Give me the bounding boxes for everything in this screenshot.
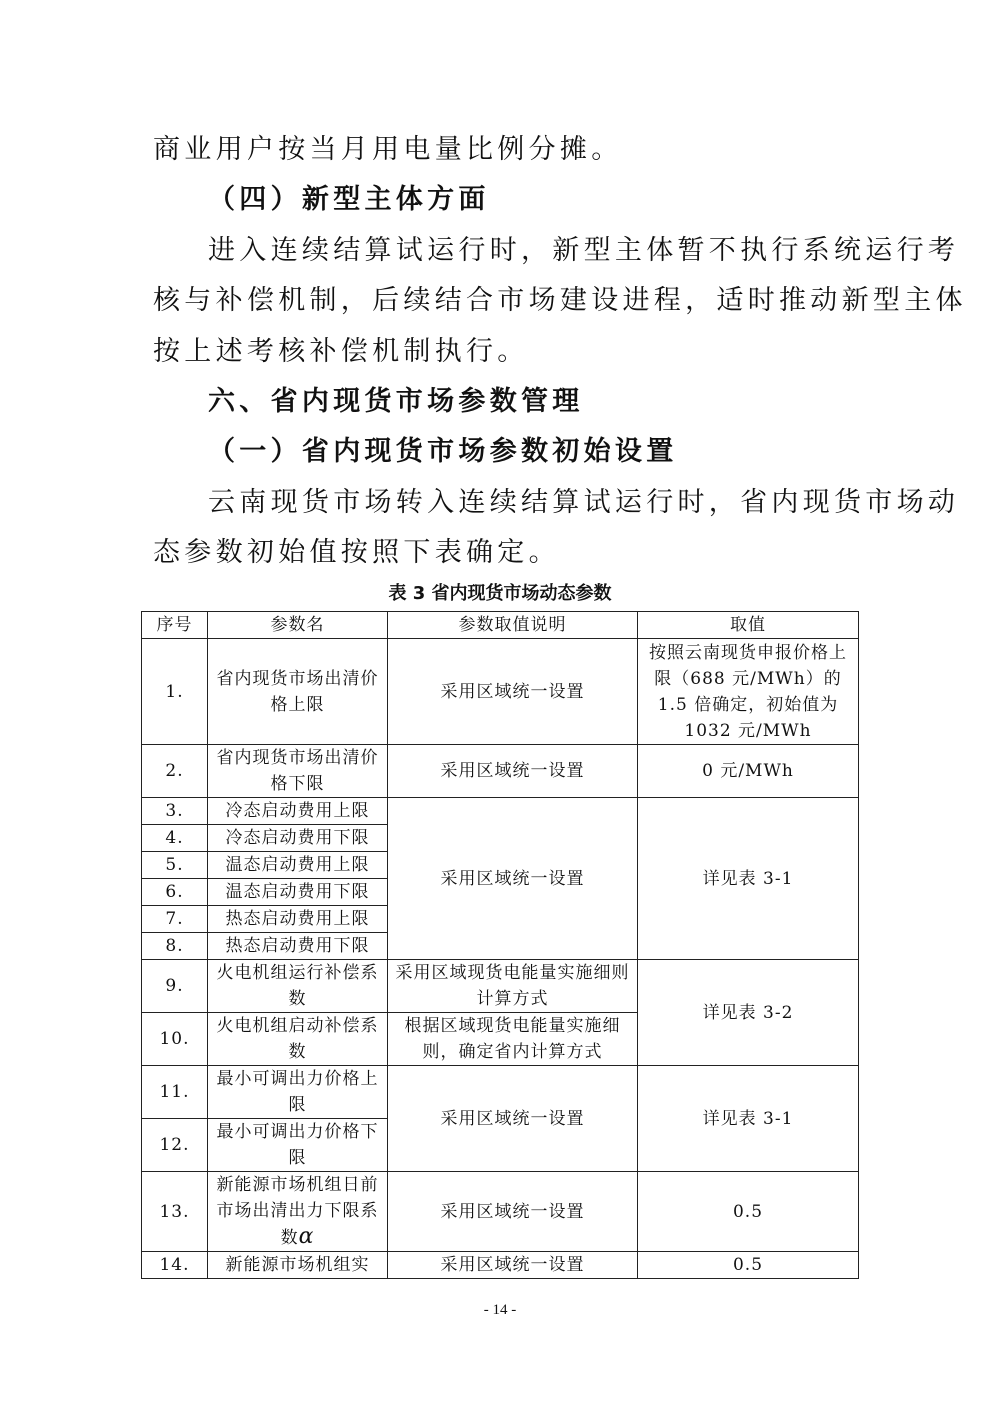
header-param-name: 参数名 [208, 612, 388, 639]
table-row [142, 639, 859, 745]
row-index: 2. [142, 745, 208, 798]
param-name: 省内现货市场出清价格下限 [208, 745, 388, 798]
table-row [142, 798, 859, 825]
param-value: 0 元/MWh [638, 745, 859, 798]
param-name: 热态启动费用上限 [208, 906, 388, 933]
section-heading: （四）新型主体方面 [208, 184, 490, 215]
table-row [142, 1066, 859, 1119]
param-name: 温态启动费用下限 [208, 879, 388, 906]
param-name: 最小可调出力价格上限 [208, 1066, 388, 1119]
header-value: 取值 [638, 612, 859, 639]
row-index: 8. [142, 933, 208, 960]
paragraph-line: 核与补偿机制，后续结合市场建设进程，适时推动新型主体 [153, 285, 967, 316]
table-header-row [142, 612, 859, 639]
param-name: 新能源市场机组实 [208, 1252, 388, 1279]
param-description: 采用区域现货电能量实施细则计算方式 [388, 960, 638, 1013]
param-name: 温态启动费用上限 [208, 852, 388, 879]
page-number: - 14 - [483, 1302, 517, 1318]
param-name-text: 新能源市场机组日前市场出清出力下限系数 [216, 1175, 379, 1248]
paragraph-line: 云南现货市场转入连续结算试运行时，省内现货市场动 [208, 487, 960, 518]
param-description: 采用区域统一设置 [388, 1172, 638, 1252]
row-index: 9. [142, 960, 208, 1013]
row-index: 5. [142, 852, 208, 879]
param-description: 根据区域现货电能量实施细则，确定省内计算方式 [388, 1013, 638, 1066]
row-index: 3. [142, 798, 208, 825]
param-description: 采用区域统一设置 [388, 639, 638, 745]
param-value: 详见表 3-2 [638, 960, 859, 1066]
param-name: 火电机组运行补偿系数 [208, 960, 388, 1013]
row-index: 6. [142, 879, 208, 906]
param-description: 采用区域统一设置 [388, 1066, 638, 1172]
param-description: 采用区域统一设置 [388, 798, 638, 960]
param-name: 冷态启动费用上限 [208, 798, 388, 825]
row-index: 11. [142, 1066, 208, 1119]
table-row [142, 1252, 859, 1279]
chapter-heading: 六、省内现货市场参数管理 [208, 386, 584, 417]
row-index: 7. [142, 906, 208, 933]
alpha-symbol: α [298, 1224, 315, 1249]
param-name [208, 1172, 388, 1252]
param-description: 采用区域统一设置 [388, 1252, 638, 1279]
section-heading: （一）省内现货市场参数初始设置 [208, 436, 678, 467]
row-index: 12. [142, 1119, 208, 1172]
param-name: 省内现货市场出清价格上限 [208, 639, 388, 745]
param-value: 详见表 3-1 [638, 1066, 859, 1172]
header-description: 参数取值说明 [388, 612, 638, 639]
paragraph-line: 按上述考核补偿机制执行。 [153, 336, 529, 367]
table-row [142, 960, 859, 1013]
row-index: 10. [142, 1013, 208, 1066]
param-value: 0.5 [638, 1172, 859, 1252]
row-index: 4. [142, 825, 208, 852]
table-row [142, 1172, 859, 1252]
row-index: 13. [142, 1172, 208, 1252]
param-description: 采用区域统一设置 [388, 745, 638, 798]
parameter-table [141, 611, 859, 1279]
paragraph-line: 商业用户按当月用电量比例分摊。 [153, 134, 623, 165]
param-name: 热态启动费用下限 [208, 933, 388, 960]
paragraph-line: 进入连续结算试运行时，新型主体暂不执行系统运行考 [208, 235, 960, 266]
param-value: 详见表 3-1 [638, 798, 859, 960]
header-index: 序号 [142, 612, 208, 639]
row-index: 14. [142, 1252, 208, 1279]
paragraph-line: 态参数初始值按照下表确定。 [153, 537, 560, 568]
table-caption: 表 3 省内现货市场动态参数 [388, 583, 612, 604]
param-name: 火电机组启动补偿系数 [208, 1013, 388, 1066]
param-name: 冷态启动费用下限 [208, 825, 388, 852]
table-row [142, 745, 859, 798]
param-value: 按照云南现货申报价格上限（688 元/MWh）的 1.5 倍确定，初始值为 1032 元/MWh [638, 639, 859, 745]
param-value: 0.5 [638, 1252, 859, 1279]
param-name: 最小可调出力价格下限 [208, 1119, 388, 1172]
row-index: 1. [142, 639, 208, 745]
